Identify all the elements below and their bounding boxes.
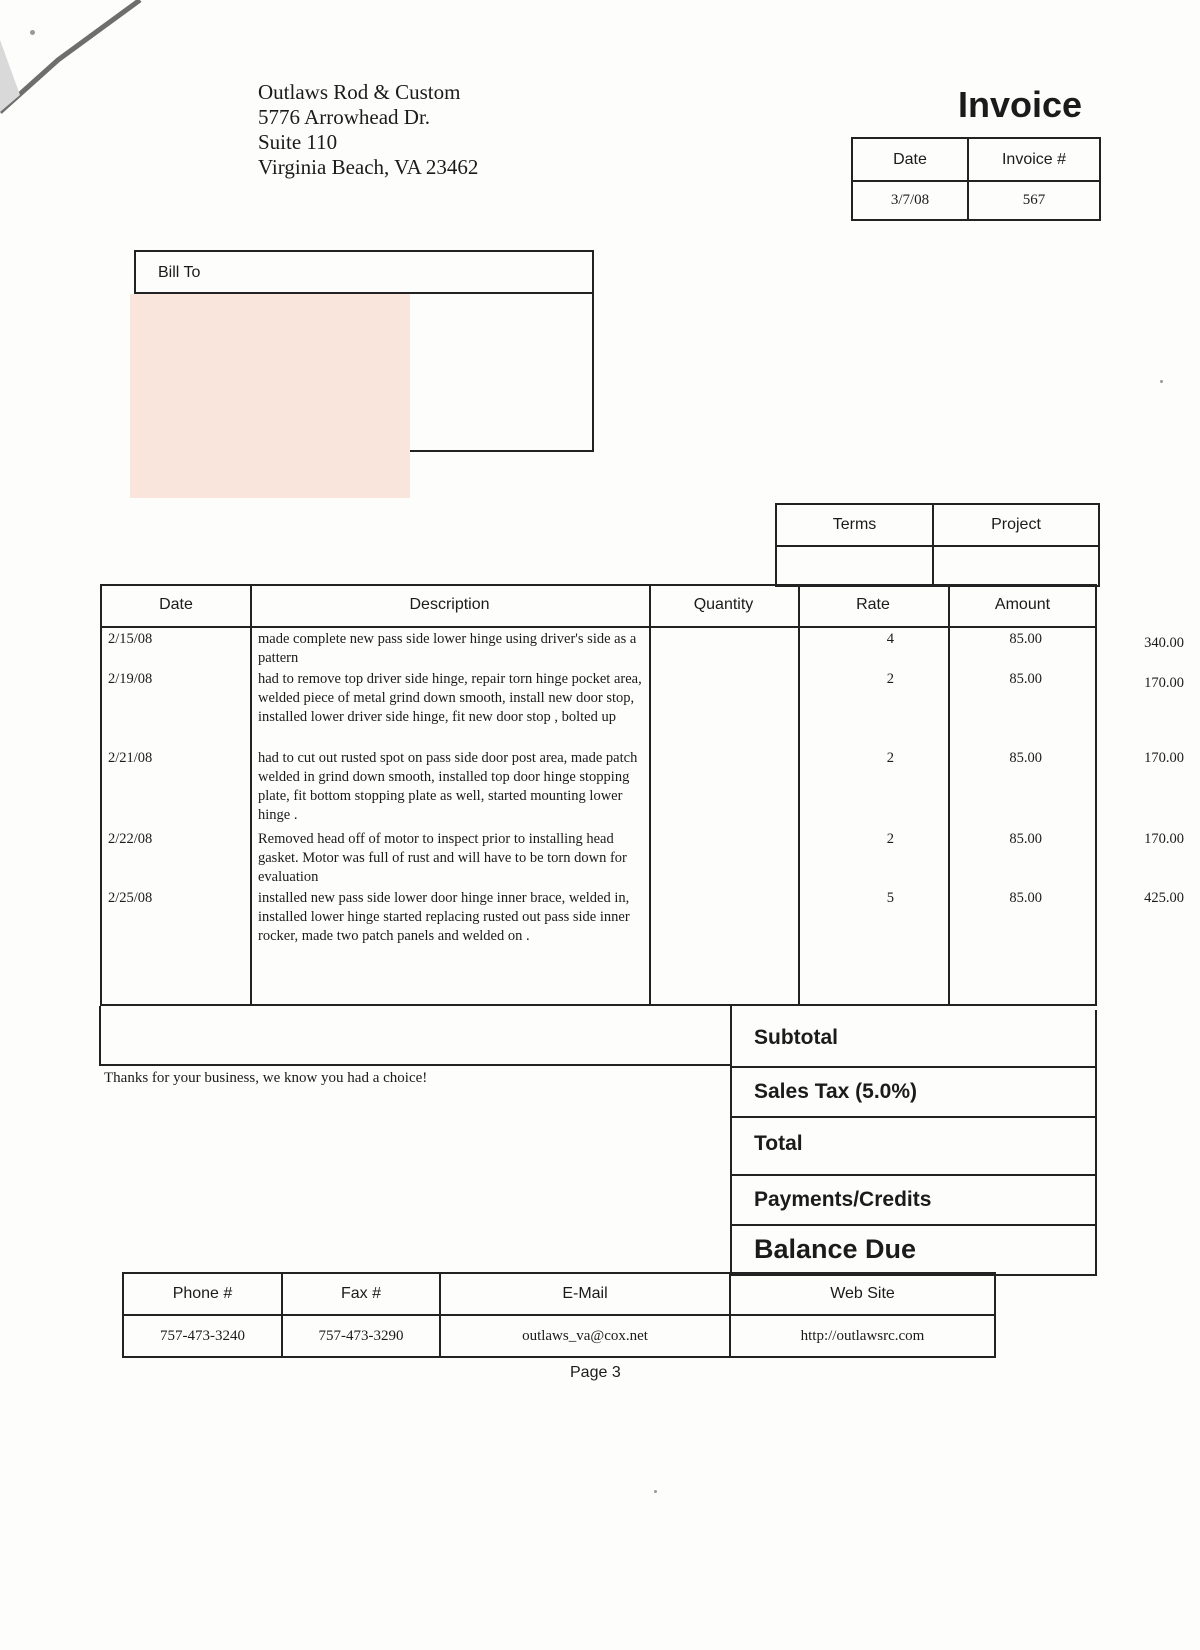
row-date: 2/25/08: [108, 890, 153, 906]
company-city-state-zip: Virginia Beach, VA 23462: [258, 155, 479, 179]
invoice-number-value: 567: [968, 181, 1100, 220]
invoice-header-table: [851, 137, 1101, 221]
row-amount: 170.00: [1144, 675, 1184, 691]
row-rate: 85.00: [1009, 831, 1042, 847]
terms-value: [776, 546, 933, 586]
company-street: 5776 Arrowhead Dr.: [258, 105, 431, 129]
col-header-rate: Rate: [856, 596, 890, 613]
row-amount: 170.00: [1144, 831, 1184, 847]
row-quantity: 5: [886, 890, 894, 906]
subtotal-label: Subtotal: [730, 1010, 1097, 1068]
scan-speck: [30, 30, 35, 35]
invoice-date-value: 3/7/08: [852, 181, 968, 220]
total-label: Total: [730, 1118, 1097, 1176]
project-header: Project: [933, 504, 1099, 546]
website-value: http://outlawsrc.com: [730, 1315, 995, 1357]
row-rate: 85.00: [1009, 671, 1042, 687]
row-rate: 85.00: [1009, 750, 1042, 766]
notes-box: [99, 1006, 732, 1066]
payments-credits-label: Payments/Credits: [730, 1176, 1097, 1226]
email-header: E-Mail: [440, 1273, 730, 1315]
row-amount: 340.00: [1144, 635, 1184, 651]
terms-project-table: [775, 503, 1100, 587]
bill-to-label: Bill To: [134, 250, 594, 294]
website-header: Web Site: [730, 1273, 995, 1315]
email-value: outlaws_va@cox.net: [440, 1315, 730, 1357]
balance-due-label: Balance Due: [730, 1226, 1097, 1276]
bill-to-box: [405, 292, 594, 452]
invoice-title: Invoice: [958, 84, 1083, 125]
row-date: 2/22/08: [108, 831, 153, 847]
row-amount: 170.00: [1144, 750, 1184, 766]
row-date: 2/19/08: [108, 671, 153, 687]
row-date: 2/21/08: [108, 750, 153, 766]
company-suite: Suite 110: [258, 130, 338, 154]
row-description: installed new pass side lower door hinge inner brace, welded in, installed lower hinge started replacing rusted out pass side inner rocker, made two patch panels and welded on .: [258, 890, 630, 944]
scan-corner-artifact: [0, 0, 150, 120]
row-description: Removed head off of motor to inspect prior to installing head gasket. Motor was full of rust and will have to be torn down for evaluation: [258, 831, 627, 885]
phone-header: Phone #: [123, 1273, 282, 1315]
page-number: Page 3: [570, 1364, 621, 1381]
row-description: had to remove top driver side hinge, repair torn hinge pocket area, welded piece of metal grind down smooth, install new door stop, installed lower driver side hinge, fit new door stop , bolted up: [258, 671, 642, 725]
redacted-address-patch: [130, 294, 410, 498]
scan-speck: [654, 1490, 657, 1493]
col-header-quantity: Quantity: [693, 596, 754, 613]
row-quantity: 2: [886, 750, 894, 766]
row-quantity: 4: [886, 631, 894, 647]
col-header-amount: Amount: [994, 596, 1051, 613]
row-description: had to cut out rusted spot on pass side door post area, made patch welded in grind down smooth, installed top door hinge stopping plate, fit bottom stopping plate as well, started mounting lower hinge .: [258, 750, 638, 823]
col-header-description: Description: [409, 596, 490, 613]
row-rate: 85.00: [1009, 890, 1042, 906]
fax-value: 757-473-3290: [282, 1315, 440, 1357]
row-quantity: 2: [886, 671, 894, 687]
company-address-block: [258, 80, 478, 180]
phone-value: 757-473-3240: [123, 1315, 282, 1357]
contact-table: [122, 1272, 996, 1358]
date-header: Date: [852, 138, 968, 181]
invoice-number-header: Invoice #: [968, 138, 1100, 181]
project-value: [933, 546, 1099, 586]
thanks-message: Thanks for your business, we know you had a choice!: [104, 1070, 428, 1086]
fax-header: Fax #: [282, 1273, 440, 1315]
row-description: made complete new pass side lower hinge using driver's side as a pattern: [258, 631, 637, 666]
sales-tax-label: Sales Tax (5.0%): [730, 1068, 1097, 1118]
row-amount: 425.00: [1144, 890, 1184, 906]
row-rate: 85.00: [1009, 631, 1042, 647]
col-header-date: Date: [159, 596, 193, 613]
row-date: 2/15/08: [108, 631, 153, 647]
line-items-table: [100, 584, 1184, 1006]
row-quantity: 2: [886, 831, 894, 847]
scan-speck: [1160, 380, 1163, 383]
terms-header: Terms: [776, 504, 933, 546]
company-name: Outlaws Rod & Custom: [258, 80, 461, 104]
